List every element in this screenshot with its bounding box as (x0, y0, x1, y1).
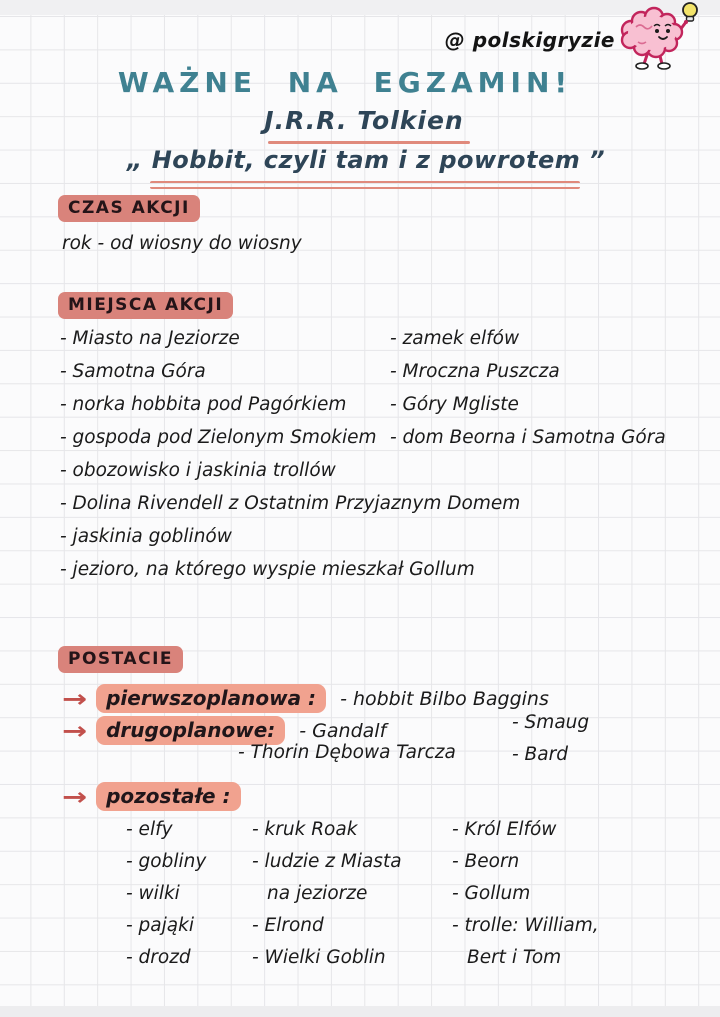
label-drugoplanowe: drugoplanowe: (96, 716, 285, 745)
instagram-handle: @ polskigryzie (444, 28, 615, 52)
list-item: na jeziorze (267, 883, 368, 904)
section-heading-postacie: POSTACIE (58, 646, 183, 673)
list-item: - jaskinia goblinów (60, 526, 232, 547)
list-item: - Beorn (452, 851, 520, 872)
list-item: - Miasto na Jeziorze (60, 328, 240, 349)
list-item: - Mroczna Puszcza (390, 361, 560, 382)
list-item: - pająki (126, 915, 194, 936)
character-name: - Thorin Dębowa Tarcza (238, 742, 456, 763)
others-column-2 (252, 814, 402, 974)
list-item: - elfy (126, 819, 173, 840)
author-name: J.R.R. Tolkien (264, 106, 464, 135)
list-item: - Wielki Goblin (252, 947, 386, 968)
list-item: - jezioro, na którego wyspie mieszkał Gollum (60, 559, 475, 580)
list-item: - obozowisko i jaskinia trollów (60, 460, 336, 481)
list-item: - drozd (126, 947, 191, 968)
page-bottom-edge (0, 1006, 720, 1017)
page-top-edge (0, 0, 720, 15)
arrow-icon: → (62, 782, 88, 811)
list-item: Bert i Tom (467, 947, 562, 968)
arrow-icon: → (62, 684, 88, 713)
page-title: WAŻNE NA EGZAMIN! (117, 66, 573, 99)
character-name: - Bard (512, 744, 568, 765)
list-item: - dom Beorna i Samotna Góra (390, 427, 666, 448)
list-item: - Góry Mgliste (390, 394, 519, 415)
label-pierwszoplanowa: pierwszoplanowa : (96, 684, 326, 713)
character-name: - Smaug (512, 712, 590, 733)
brain-mascot-icon (614, 0, 710, 76)
others-column-1 (126, 814, 206, 974)
list-item: - Dolina Rivendell z Ostatnim Przyjaznym Domem (60, 493, 521, 514)
characters-row-main (62, 684, 549, 713)
list-item: - norka hobbita pod Pagórkiem (60, 394, 347, 415)
others-column-3 (452, 814, 599, 974)
list-item: - zamek elfów (390, 328, 520, 349)
list-item: - trolle: William, (452, 915, 599, 936)
section-heading-czas-akcji: CZAS AKCJI (58, 195, 200, 222)
places-list-right (390, 322, 666, 454)
list-item: - Samotna Góra (60, 361, 206, 382)
author-underline (268, 141, 470, 144)
list-item: - gobliny (126, 851, 207, 872)
list-item: - ludzie z Miasta (252, 851, 402, 872)
section-heading-miejsca-akcji: MIEJSCA AKCJI (58, 292, 233, 319)
arrow-icon: → (62, 716, 88, 745)
list-item: - kruk Roak (252, 819, 358, 840)
list-item: - Gollum (452, 883, 531, 904)
czas-akcji-value: rok - od wiosny do wiosny (62, 233, 302, 254)
characters-row-others (62, 782, 241, 811)
book-title-underline (150, 181, 580, 189)
label-pozostale: pozostałe : (96, 782, 240, 811)
list-item: - Elrond (252, 915, 324, 936)
list-item: - gospoda pod Zielonym Smokiem (60, 427, 377, 448)
list-item: - Król Elfów (452, 819, 557, 840)
list-item: - wilki (126, 883, 180, 904)
character-name: - Gandalf (299, 719, 387, 742)
character-name: - hobbit Bilbo Baggins (340, 687, 549, 710)
book-title: „ Hobbit, czyli tam i z powrotem ” (126, 146, 606, 174)
lightbulb-icon (683, 3, 697, 21)
